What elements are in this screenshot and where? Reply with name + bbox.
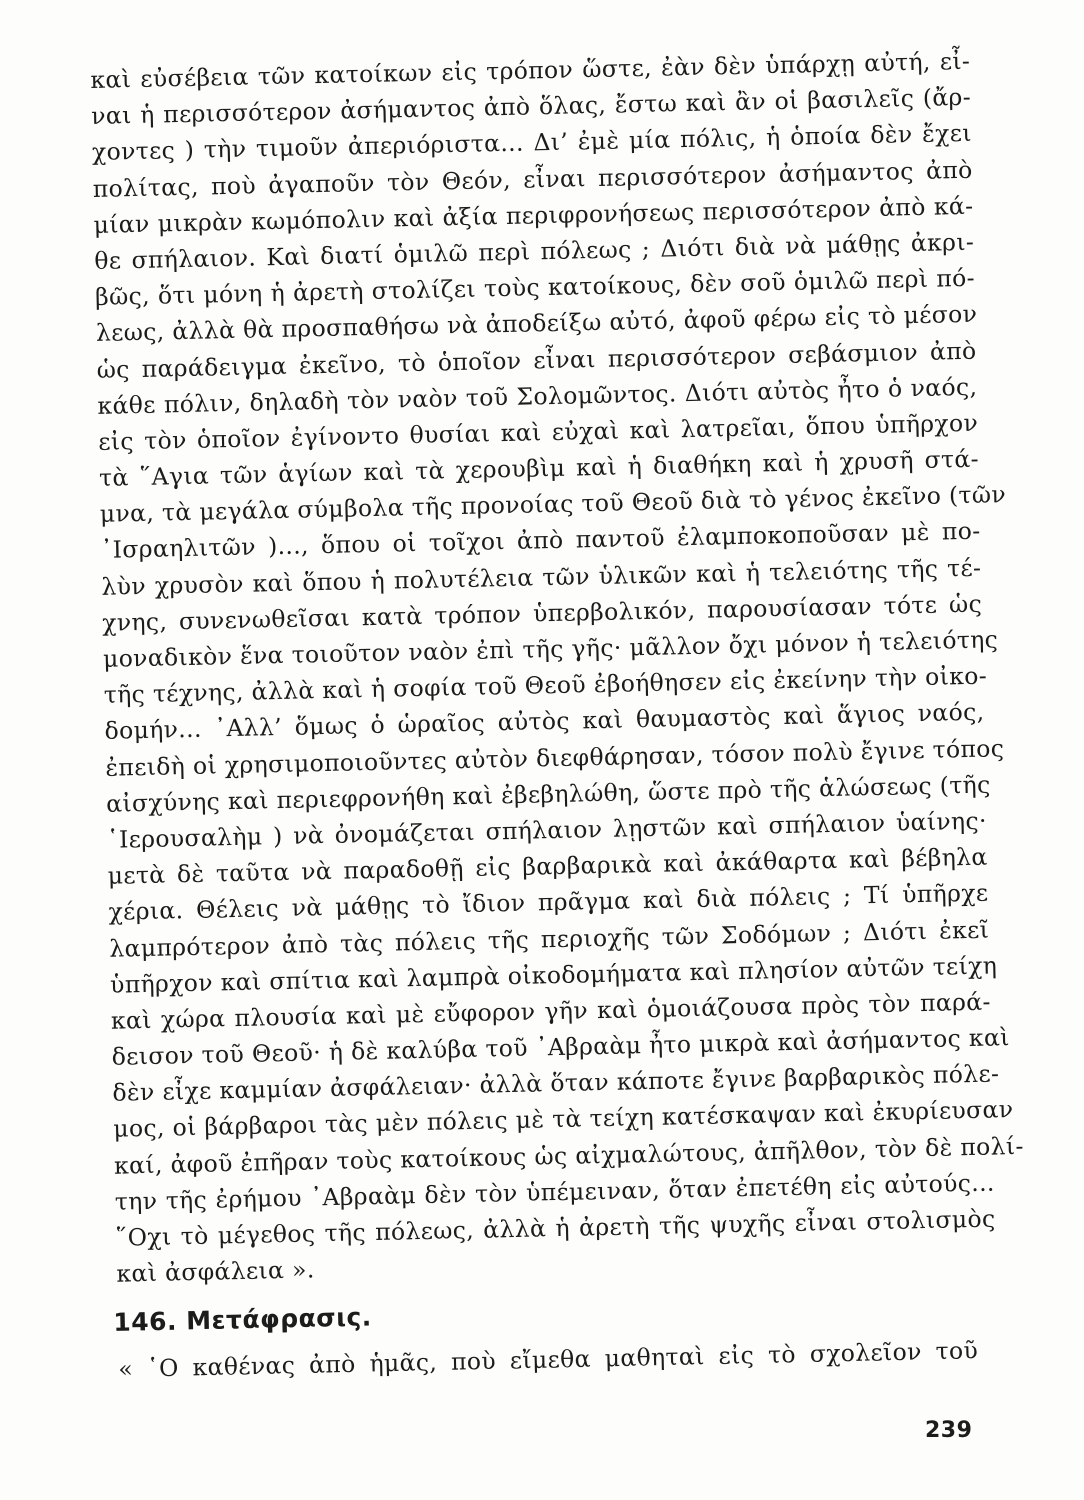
section-heading: 146. Μετάφρασις. [113, 1302, 373, 1337]
text-line: λαμπρότερον ἀπὸ τὰς πόλεις τῆς περιοχῆς τῶν Σοδόμων ; Διότι ἐκεῖ [109, 915, 990, 963]
text-line: ὑπῆρχον καὶ σπίτια καὶ λαμπρὰ οἰκοδομήματα καὶ πλησίον αὐτῶν τείχη [109, 951, 998, 999]
text-line: δομήν... ᾿Αλλ’ ὅμως ὁ ὡραῖος αὐτὸς καὶ θαυμαστὸς καὶ ἅγιος ναός, [104, 698, 985, 746]
text-line: τῆς τέχνης, ἀλλὰ καὶ ἡ σοφία τοῦ Θεοῦ ἐβοήθησεν εἰς ἐκείνην τὴν οἰκο- [103, 661, 988, 710]
text-line: καὶ ἀσφάλεια ». [116, 1255, 315, 1288]
text-line: ὡς παράδειγμα ἐκεῖνο, τὸ ὁποῖον εἶναι περισσότερον σεβάσμιον ἀπὸ [96, 336, 977, 384]
text-line: κάθε πόλιν, δηλαδὴ τὸν ναὸν τοῦ Σολομῶντος. Διότι αὐτὸς ἦτο ὁ ναός, [97, 372, 978, 420]
text-line: μνα, τὰ μεγάλα σύμβολα τῆς προνοίας τοῦ Θεοῦ διὰ τὸ γένος ἐκεῖνο (τῶν [99, 480, 1007, 529]
text-line: χέρια. Θέλεις νὰ μάθῃς τὸ ἴδιον πρᾶγμα καὶ διὰ πόλεις ; Τί ὑπῆρχε [108, 878, 989, 927]
text-line: ῾Ιερουσαλὴμ ) νὰ ὀνομάζεται σπήλαιον λῃστῶν καὶ σπήλαιον ὑαίνης· [106, 806, 988, 854]
text-line: δὲν εἶχε καμμίαν ἀσφάλειαν· ἀλλὰ ὅταν κάποτε ἔγινε βαρβαρικὸς πόλε- [112, 1059, 1000, 1108]
text-line: χνης, συνενωθεῖσαι κατὰ τρόπον ὑπερβολικόν, παρουσίασαν τότε ὡς [101, 589, 983, 637]
text-line: μίαν μικρὰν κωμόπολιν καὶ ἀξία περιφρονήσεως περισσότερον ἀπὸ κά- [93, 191, 974, 239]
text-line: καὶ εὐσέβεια τῶν κατοίκων εἰς τρόπον ὥστε, ἐὰν δὲν ὑπάρχῃ αὐτή, εἶ- [90, 46, 971, 94]
text-line: μετὰ δὲ ταῦτα νὰ παραδοθῇ εἰς βαρβαρικὰ καὶ ἀκάθαρτα καὶ βέβηλα [107, 842, 988, 890]
text-line: λὺν χρυσὸν καὶ ὅπου ἡ πολυτέλεια τῶν ὑλικῶν καὶ ἡ τελειότης τῆς τέ- [101, 553, 982, 601]
text-line: ῞Οχι τὸ μέγεθος τῆς πόλεως, ἀλλὰ ἡ ἀρετὴ τῆς ψυχῆς εἶναι στολισμὸς [115, 1204, 996, 1252]
text-line: τὰ ῞Αγια τῶν ἁγίων καὶ τὰ χερουβὶμ καὶ ἡ διαθήκη καὶ ἡ χρυσῆ στά- [98, 444, 980, 492]
text-line: δεισον τοῦ Θεοῦ· ἡ δὲ καλύβα τοῦ ᾿Αβραὰμ ἦτο μικρὰ καὶ ἀσήμαντος καὶ [111, 1023, 1011, 1071]
text-line: μος, οἱ βάρβαροι τὰς μὲν πόλεις μὲ τὰ τείχη κατέσκαψαν καὶ ἐκυρίευσαν [112, 1095, 1014, 1144]
text-line: μοναδικὸν ἕνα τοιοῦτον ναὸν ἐπὶ τῆς γῆς· μᾶλλον ὄχι μόνον ἡ τελειότης [102, 625, 999, 673]
text-line: καὶ χώρα πλουσία καὶ μὲ εὔφορον γῆν καὶ ὁμοιάζουσα πρὸς τὸν παρά- [110, 987, 992, 1035]
text-line: την τῆς ἐρήμου ᾿Αβραὰμ δὲν τὸν ὑπέμειναν, ὅταν ἐπετέθη εἰς αὐτούς... [114, 1168, 995, 1216]
text-line: πολίτας, ποὺ ἀγαποῦν τὸν Θεόν, εἶναι περισσότερον ἀσήμαντος ἀπὸ [92, 155, 973, 203]
section-first-line: « ῾Ο καθένας ἀπὸ ἡμᾶς, ποὺ εἴμεθα μαθηταὶ εἰς τὸ σχολεῖον τοῦ [118, 1336, 979, 1383]
text-line: ᾿Ισραηλιτῶν )..., ὅπου οἱ τοῖχοι ἀπὸ παντοῦ ἐλαμποκοποῦσαν μὲ πο- [100, 517, 981, 565]
text-line: θε σπήλαιον. Καὶ διατί ὁμιλῶ περὶ πόλεως ; Διότι διὰ νὰ μάθῃς ἀκρι- [94, 227, 975, 275]
text-line: λεως, ἀλλὰ θὰ προσπαθήσω νὰ ἀποδείξω αὐτό, ἀφοῦ φέρω εἰς τὸ μέσον [95, 300, 978, 348]
body-text [90, 43, 1025, 1292]
text-line: βῶς, ὅτι μόνη ἡ ἀρετὴ στολίζει τοὺς κατοίκους, δὲν σοῦ ὁμιλῶ περὶ πό- [94, 263, 976, 312]
page-number: 239 [925, 1418, 973, 1443]
text-line: ναι ἡ περισσότερον ἀσήμαντος ἀπὸ ὅλας, ἔστω καὶ ἂν οἱ βασιλεῖς (ἄρ- [90, 82, 972, 131]
text-line: καί, ἀφοῦ ἐπῆραν τοὺς κατοίκους ὡς αἰχμαλώτους, ἀπῆλθον, τὸν δὲ πολί- [113, 1131, 1025, 1180]
text-line: αἰσχύνης καὶ περιεφρονήθη καὶ ἐβεβηλώθη, ὥστε πρὸ τῆς ἁλώσεως (τῆς [105, 770, 991, 818]
text-line: ἐπειδὴ οἱ χρησιμοποιοῦντες αὐτὸν διεφθάρησαν, τόσον πολὺ ἔγινε τόπος [105, 733, 1005, 782]
text-line: χοντες ) τὴν τιμοῦν ἀπεριόριστα... Δι’ ἐμὲ μία πόλις, ἡ ὁποία δὲν ἔχει [91, 119, 973, 167]
text-line: εἰς τὸν ὁποῖον ἐγίνοντο θυσίαι καὶ εὐχαὶ καὶ λατρεῖαι, ὅπου ὑπῆρχον [97, 408, 979, 456]
